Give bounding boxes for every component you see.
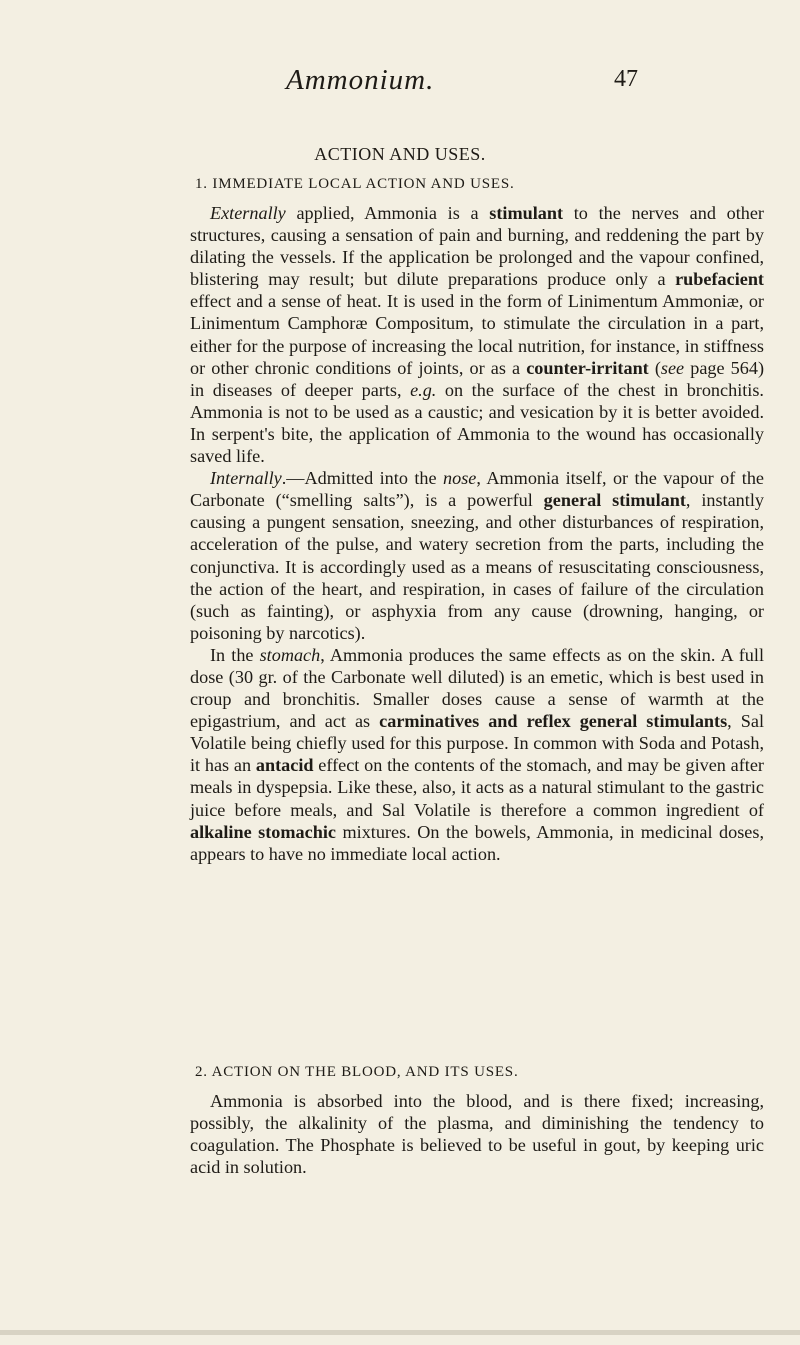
running-title: Ammonium. (286, 64, 435, 96)
term-internally: Internally (210, 468, 282, 489)
term-nose: nose (443, 468, 477, 489)
text-run: , Ammonia produces the same effects as on the skin. A full dose (30 gr. of the Carbonate well diluted) is an emetic, which is best used in croup and bronchitis. Smaller doses cause a sense of warmth at the epigastrium, and act as (190, 644, 764, 732)
section2-body (190, 1090, 764, 1178)
text-run: In the (210, 644, 260, 665)
text-run: mixtures. On the bowels, Ammonia, in medicinal doses, appears to have no immediate local action. (190, 821, 764, 864)
paragraph-internally (190, 467, 764, 644)
text-run: applied, Ammonia is a (285, 203, 490, 223)
text-run: , Ammonia itself, or the vapour of the Carbonate (“smelling salts”), is a powerful (190, 468, 764, 511)
text-run: , instantly causing a pungent sensation, sneezing, and other disturbances of respiration, acceleration of the pulse, and watery secretion from the parts, including the conjunctiva. It is accordingly used as a means of resuscitating consciousness, the action of the heart, and respiration, in cases of failure of the circulation (such as fainting), or asphyxia from any cause (drowning, hanging, or poisoning by narcotics). (190, 490, 764, 643)
text-run: .—Admitted into the (281, 468, 444, 489)
running-head (0, 64, 800, 104)
text-run: on the surface of the chest in bronchitis. Ammonia is not to be used as a caustic; and vesication by it is better avoided. In serpent's bite, the application of Ammonia to the wound has occasionally saved life. (190, 379, 764, 467)
term-counter-irritant: counter-irritant (526, 357, 649, 378)
page-number: 47 (614, 66, 638, 92)
term-stimulant: stimulant (489, 203, 564, 223)
term-carminatives: carminatives and reflex general stimulants (379, 711, 728, 732)
term-eg: e.g. (410, 379, 437, 400)
text-run: , Sal Volatile being chiefly used for this purpose. In common with Soda and Potash, it has an (190, 711, 764, 776)
paragraph-stomach (190, 644, 764, 865)
term-alkaline-stomachic: alkaline stomachic (190, 821, 336, 842)
term-externally: Externally (210, 203, 286, 223)
paragraph-blood: Ammonia is absorbed into the blood, and is there fixed; increasing, possibly, the alkalinity of the plasma, and diminishing the tendency to coagulation. The Phosphate is believed to be useful in gout, by keeping uric acid in solution. (190, 1091, 764, 1178)
page-edge (0, 1330, 800, 1335)
text-run: effect and a sense of heat. It is used in the form of Linimentum Ammoniæ, or Linimentum Camphoræ Compositum, to stimulate the circulation in a part, either for the purpose of increasing the local nutrition, for instance, in stiffness or other chronic conditions of joints, or as a (190, 291, 764, 378)
text-run: effect on the contents of the stomach, and may be given after meals in dyspepsia. Like these, also, it acts as a natural stimulant to the gastric juice before meals, and Sal Volatile is therefore a common ingredient of (190, 755, 764, 820)
text-run: ( (648, 357, 661, 378)
paragraph-externally (190, 202, 764, 467)
term-antacid: antacid (255, 755, 314, 776)
term-rubefacient: rubefacient (675, 269, 764, 290)
text-run: page 564) in diseases of deeper parts, (190, 357, 764, 400)
text-run: to the nerves and other structures, causing a sensation of pain and burning, and reddening the part by dilating the vessels. If the application be prolonged and the vapour confined, blistering may result; but dilute preparations produce only a (190, 203, 764, 290)
subheading-local-action: 1. IMMEDIATE LOCAL ACTION AND USES. (195, 176, 515, 192)
term-see: see (660, 357, 685, 378)
section-title: ACTION AND USES. (314, 144, 486, 164)
section1-body (190, 202, 764, 865)
term-stomach: stomach (259, 644, 321, 665)
term-general-stimulant: general stimulant (543, 490, 686, 511)
subheading-blood-action: 2. ACTION ON THE BLOOD, AND ITS USES. (195, 1064, 519, 1080)
